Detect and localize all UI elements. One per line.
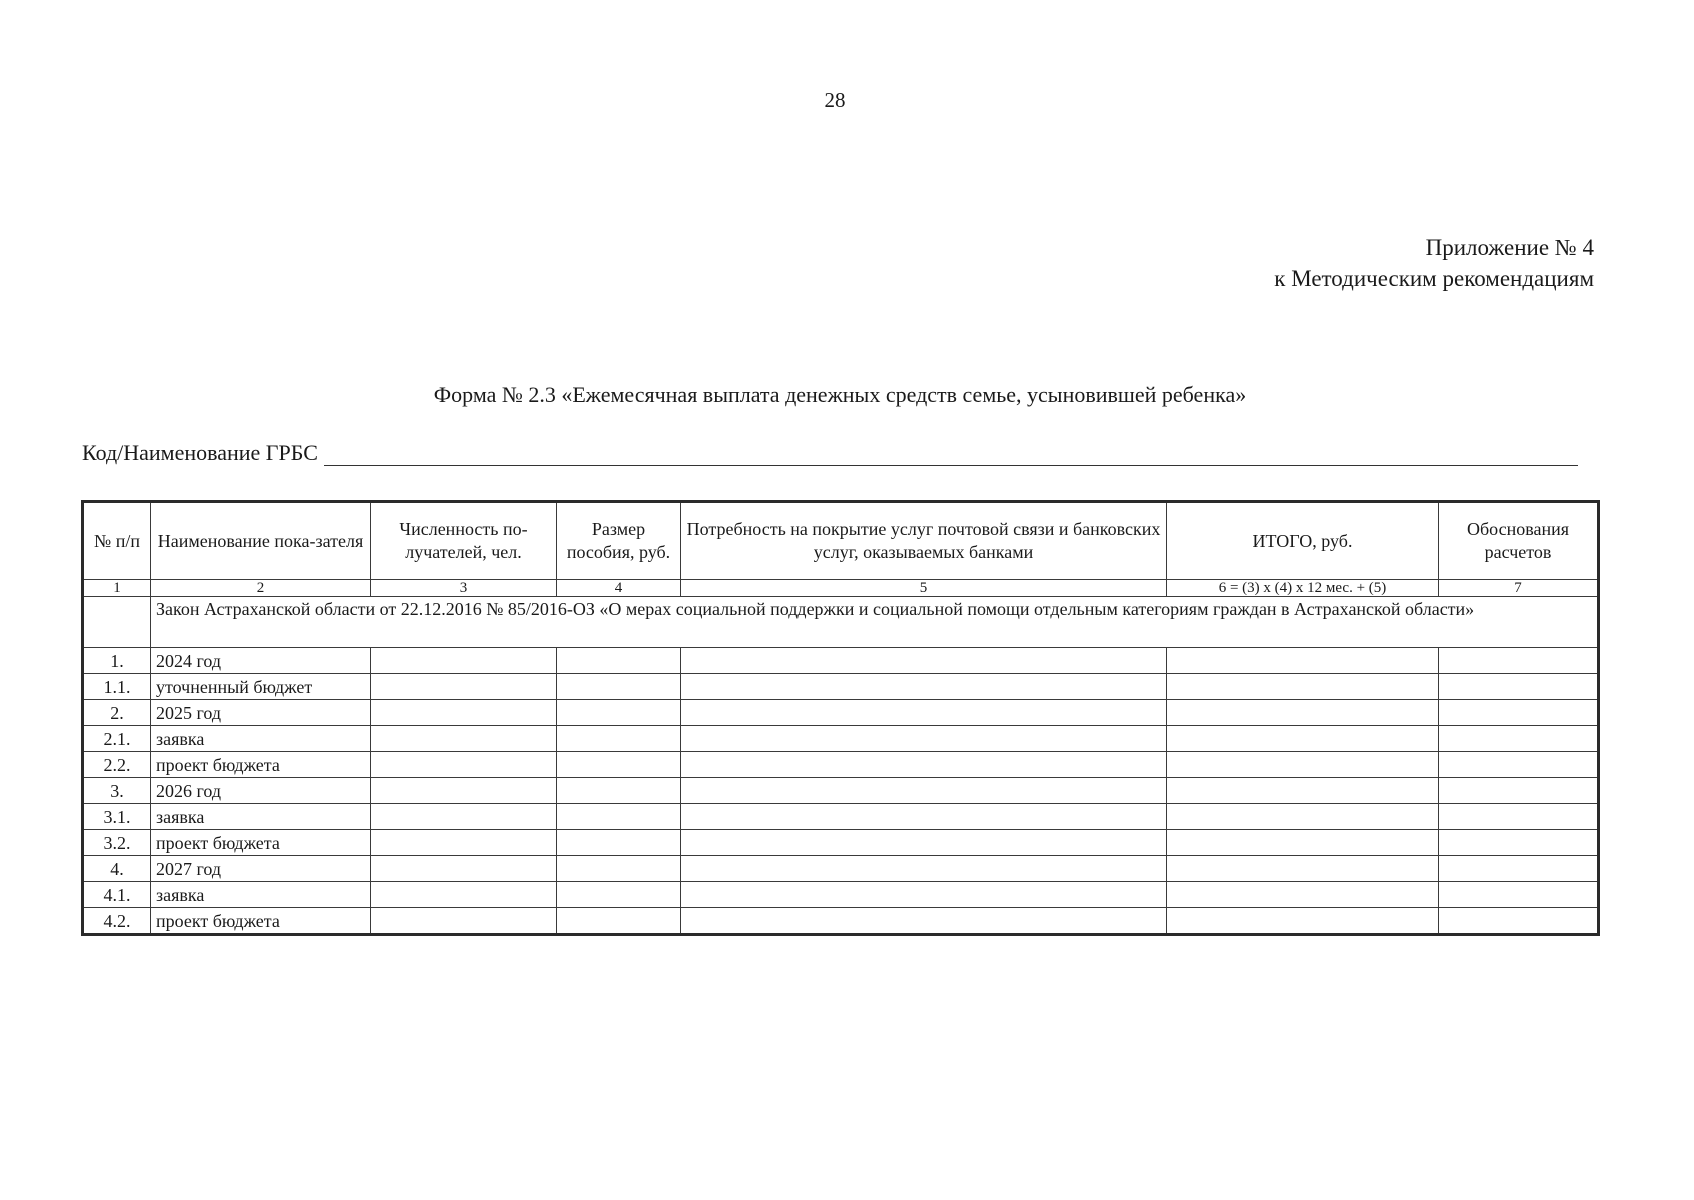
input-cell-total[interactable] — [1167, 778, 1439, 804]
input-cell-services-need[interactable] — [681, 648, 1167, 674]
input-cell-justification[interactable] — [1439, 648, 1599, 674]
row-name: заявка — [151, 726, 371, 752]
input-cell-total[interactable] — [1167, 882, 1439, 908]
input-cell-justification[interactable] — [1439, 804, 1599, 830]
appendix-reference — [1274, 232, 1594, 294]
input-cell-recipients[interactable] — [371, 674, 557, 700]
input-cell-services-need[interactable] — [681, 726, 1167, 752]
page-number: 28 — [824, 88, 846, 112]
table-row — [83, 752, 1599, 778]
table-row — [83, 726, 1599, 752]
input-cell-justification[interactable] — [1439, 752, 1599, 778]
appendix-line-2: к Методическим рекомендациям — [1274, 266, 1594, 291]
input-cell-total[interactable] — [1167, 804, 1439, 830]
header-cell-indicator: Наименование пока-зателя — [151, 502, 371, 580]
row-number: 1. — [83, 648, 151, 674]
table-row — [83, 700, 1599, 726]
table-row — [83, 908, 1599, 935]
row-number: 3.2. — [83, 830, 151, 856]
row-name: проект бюджета — [151, 830, 371, 856]
row-name: проект бюджета — [151, 908, 371, 935]
header-cell-services-need: Потребность на покрытие услуг почтовой связи и банковских услуг, оказываемых банками — [681, 502, 1167, 580]
input-cell-total[interactable] — [1167, 726, 1439, 752]
input-cell-services-need[interactable] — [681, 830, 1167, 856]
input-cell-justification[interactable] — [1439, 830, 1599, 856]
header-row — [83, 502, 1599, 580]
input-cell-benefit-size[interactable] — [557, 700, 681, 726]
column-number-cell: 7 — [1439, 580, 1599, 597]
column-number-cell: 2 — [151, 580, 371, 597]
grbs-field — [82, 440, 1578, 466]
row-number: 4. — [83, 856, 151, 882]
input-cell-total[interactable] — [1167, 648, 1439, 674]
row-name: 2024 год — [151, 648, 371, 674]
header-cell-benefit-size: Размер пособия, руб. — [557, 502, 681, 580]
form-title: Форма № 2.3 «Ежемесячная выплата денежных средств семье, усыновившей ребенка» — [433, 382, 1247, 407]
input-cell-benefit-size[interactable] — [557, 778, 681, 804]
header-cell-recipients: Численность по-лучателей, чел. — [371, 502, 557, 580]
table-row — [83, 674, 1599, 700]
input-cell-recipients[interactable] — [371, 726, 557, 752]
row-number: 4.1. — [83, 882, 151, 908]
input-cell-total[interactable] — [1167, 856, 1439, 882]
input-cell-services-need[interactable] — [681, 856, 1167, 882]
input-cell-benefit-size[interactable] — [557, 674, 681, 700]
input-cell-benefit-size[interactable] — [557, 882, 681, 908]
input-cell-services-need[interactable] — [681, 674, 1167, 700]
row-number: 4.2. — [83, 908, 151, 935]
row-number: 1.1. — [83, 674, 151, 700]
table-row — [83, 830, 1599, 856]
input-cell-recipients[interactable] — [371, 856, 557, 882]
input-cell-justification[interactable] — [1439, 908, 1599, 935]
input-cell-recipients[interactable] — [371, 804, 557, 830]
table-row — [83, 804, 1599, 830]
row-name: 2027 год — [151, 856, 371, 882]
input-cell-benefit-size[interactable] — [557, 726, 681, 752]
input-cell-recipients[interactable] — [371, 700, 557, 726]
input-cell-benefit-size[interactable] — [557, 908, 681, 935]
row-name: заявка — [151, 804, 371, 830]
table-row — [83, 882, 1599, 908]
input-cell-total[interactable] — [1167, 752, 1439, 778]
input-cell-services-need[interactable] — [681, 752, 1167, 778]
input-cell-justification[interactable] — [1439, 674, 1599, 700]
input-cell-recipients[interactable] — [371, 908, 557, 935]
appendix-line-1: Приложение № 4 — [1425, 235, 1594, 260]
input-cell-services-need[interactable] — [681, 882, 1167, 908]
law-row-number-cell — [83, 597, 151, 648]
input-cell-recipients[interactable] — [371, 648, 557, 674]
input-cell-benefit-size[interactable] — [557, 752, 681, 778]
row-name: уточненный бюджет — [151, 674, 371, 700]
input-cell-justification[interactable] — [1439, 726, 1599, 752]
input-cell-justification[interactable] — [1439, 882, 1599, 908]
table-row — [83, 856, 1599, 882]
law-row — [83, 597, 1599, 648]
input-cell-services-need[interactable] — [681, 778, 1167, 804]
input-cell-benefit-size[interactable] — [557, 804, 681, 830]
input-cell-services-need[interactable] — [681, 908, 1167, 935]
input-cell-recipients[interactable] — [371, 882, 557, 908]
input-cell-recipients[interactable] — [371, 830, 557, 856]
column-number-cell: 1 — [83, 580, 151, 597]
input-cell-total[interactable] — [1167, 830, 1439, 856]
input-cell-benefit-size[interactable] — [557, 856, 681, 882]
table-row — [83, 648, 1599, 674]
row-name: 2026 год — [151, 778, 371, 804]
input-cell-benefit-size[interactable] — [557, 648, 681, 674]
column-number-cell: 6 = (3) х (4) х 12 мес. + (5) — [1167, 580, 1439, 597]
row-name: проект бюджета — [151, 752, 371, 778]
form-table — [81, 500, 1600, 936]
column-number-cell: 3 — [371, 580, 557, 597]
input-cell-justification[interactable] — [1439, 778, 1599, 804]
law-text: Закон Астраханской области от 22.12.2016 № 85/2016-ОЗ «О мерах социальной поддержки и социальной помощи отдельным категориям граждан в Астраханской области» — [151, 597, 1599, 648]
input-cell-total[interactable] — [1167, 674, 1439, 700]
input-cell-services-need[interactable] — [681, 804, 1167, 830]
input-cell-total[interactable] — [1167, 700, 1439, 726]
header-cell-total: ИТОГО, руб. — [1167, 502, 1439, 580]
grbs-label: Код/Наименование ГРБС — [82, 440, 318, 465]
input-cell-justification[interactable] — [1439, 700, 1599, 726]
input-cell-benefit-size[interactable] — [557, 830, 681, 856]
grbs-blank-line — [324, 443, 1578, 466]
column-number-row — [83, 580, 1599, 597]
row-number: 2.1. — [83, 726, 151, 752]
row-number: 3.1. — [83, 804, 151, 830]
row-number: 2.2. — [83, 752, 151, 778]
table-row — [83, 778, 1599, 804]
input-cell-recipients[interactable] — [371, 752, 557, 778]
column-number-cell: 4 — [557, 580, 681, 597]
header-cell-number: № п/п — [83, 502, 151, 580]
row-name: 2025 год — [151, 700, 371, 726]
input-cell-total[interactable] — [1167, 908, 1439, 935]
row-name: заявка — [151, 882, 371, 908]
column-number-cell: 5 — [681, 580, 1167, 597]
input-cell-recipients[interactable] — [371, 778, 557, 804]
header-cell-justification: Обоснования расчетов — [1439, 502, 1599, 580]
row-number: 3. — [83, 778, 151, 804]
input-cell-justification[interactable] — [1439, 856, 1599, 882]
row-number: 2. — [83, 700, 151, 726]
input-cell-services-need[interactable] — [681, 700, 1167, 726]
